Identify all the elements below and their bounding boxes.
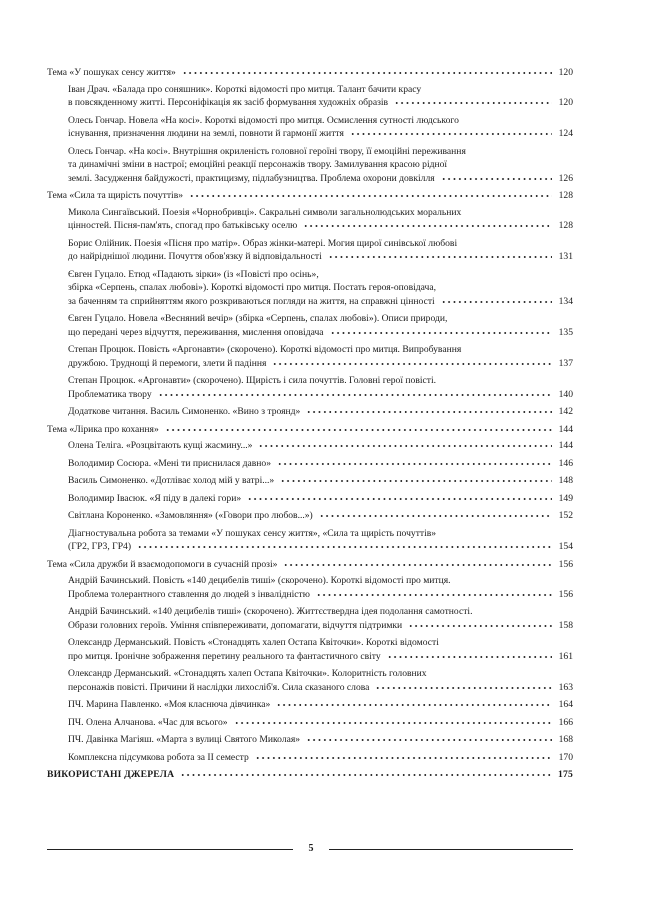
toc-entry-text: Володимир Івасюк. «Я піду в далекі гори»: [68, 492, 242, 504]
toc-leader-line: [65, 540, 573, 554]
toc-leader-line: [65, 388, 573, 402]
toc-entry-text: Євген Гуцало. Етюд «Падають зірки» (із «Повісті про осінь»,: [68, 268, 319, 280]
toc-entry-text: Степан Процюк. «Аргонавти» (скорочено). Щирість і сила почуттів. Головні герої повісті.: [68, 375, 437, 386]
toc-page-number: 137: [558, 357, 573, 369]
toc-entry-text: Олена Теліга. «Розцвітають кущі жасмину...»: [68, 440, 253, 451]
dot-leader: [316, 593, 552, 597]
dot-leader: [258, 444, 552, 448]
toc-leader-line: [65, 509, 573, 523]
toc-entry-text: Проблема толерантного ставлення до людей з інвалідністю: [68, 588, 310, 600]
toc-entry-text: Діагностувальна робота за темами «У пошуках сенсу життя», «Сила та щирість почуттів»: [68, 527, 437, 539]
toc-entry: [47, 312, 573, 339]
toc-entry: [47, 574, 573, 601]
dot-leader: [255, 756, 552, 760]
toc-page-number: 142: [558, 406, 573, 417]
toc-page-number: 175: [558, 769, 573, 780]
toc-entry-text: Олесь Гончар. «На косі». Внутрішня окриленість головної героїні твору, її емоційні переживання: [68, 145, 466, 157]
toc-entry-text: землі. Засудження байдужості, практицизму, підлабузництва. Проблема охорони довкілля: [68, 172, 435, 184]
toc-leader-line: [65, 588, 573, 602]
toc-entry-text: Олександр Дерманський. Повість «Стонадцять халеп Остапа Квіточки». Короткі відомості: [68, 637, 439, 648]
toc-entry: [47, 439, 573, 453]
toc-leader-line: [47, 189, 573, 203]
dot-leader: [441, 300, 552, 304]
toc-entry: [47, 474, 573, 488]
toc-entry: [47, 716, 573, 730]
toc-page-number: 168: [558, 734, 573, 745]
toc-entry-text: Тема «Лірика про кохання»: [47, 423, 159, 435]
toc-entry-text: дружбою. Труднощі й перемоги, злети й падіння: [68, 357, 267, 369]
dot-leader: [306, 738, 552, 742]
toc-entry: [47, 527, 573, 554]
toc-entry-text: Володимир Сосюра. «Мені ти приснилася давно»: [68, 457, 271, 469]
toc-leader-line: [47, 66, 573, 80]
dot-leader: [408, 624, 552, 628]
toc-page-number: 156: [558, 588, 573, 600]
dot-leader: [277, 462, 552, 466]
toc-entry-text: Проблематика твору: [68, 388, 152, 400]
toc-entry-text: існування, призначення людини на землі, повноти й гармонії життя: [68, 128, 344, 139]
toc-entry-text: до найріднішої людини. Почуття обов'язку й відповідальності: [68, 251, 322, 262]
dot-leader: [303, 224, 552, 228]
toc-entry: [47, 457, 573, 471]
toc-leader-line: [65, 357, 573, 371]
toc-page-number: 134: [558, 295, 573, 307]
toc-entry: [47, 492, 573, 506]
toc-entry-text: за баченням та сприйняттям якого розкриваються погляди на життя, на справжні цінності: [68, 295, 435, 307]
toc-leader-line: [65, 698, 573, 712]
toc-page-number: 124: [558, 128, 573, 139]
toc-entry-text: що передані через відчуття, переживання, мислення оповідача: [68, 326, 324, 338]
dot-leader: [189, 194, 552, 198]
toc-entry: [47, 237, 573, 264]
toc-topic: [47, 558, 573, 572]
toc-page-number: 120: [558, 67, 573, 78]
dot-leader: [330, 331, 552, 335]
toc-leader-line: [65, 681, 573, 695]
toc-entry-text: Тема «Сила дружби й взаємодопомоги в сучасній прозі»: [47, 558, 278, 570]
toc-entry-text: Андрій Бачинський. Повість «140 децибелів тиші» (скорочено). Короткі відомості про митця.: [68, 575, 451, 586]
toc-entry-text: Світлана Короненко. «Замовляння» («Говори про любов...»): [68, 510, 313, 521]
dot-leader: [387, 655, 552, 659]
dot-leader: [272, 362, 552, 366]
toc-entry: [47, 83, 573, 110]
toc-entry: [47, 509, 573, 523]
dot-leader: [137, 545, 552, 549]
footer-rule-left: [47, 849, 293, 850]
toc-page-number: 131: [558, 251, 573, 262]
toc-entry-text: Микола Сингаївський. Поезія «Чорнобривці». Сакральні символи загальнолюдських моральних: [68, 206, 462, 218]
toc-entry-text: Олександр Дерманський. «Стонадцять халеп Остапа Квіточки». Колоритність головних: [68, 668, 427, 679]
dot-leader: [375, 686, 552, 690]
toc-page-number: 154: [558, 541, 573, 552]
dot-leader: [283, 563, 552, 567]
toc-entry-text: цінностей. Пісня-пам'ять, спогад про батьківську оселю: [68, 220, 298, 231]
toc-leader-line: [65, 492, 573, 506]
toc-leader-line: [65, 295, 573, 309]
dot-leader: [276, 703, 552, 707]
dot-leader: [247, 497, 552, 501]
toc-leader-line: [65, 326, 573, 340]
toc-section: [47, 768, 573, 782]
toc-page-number: 170: [558, 751, 573, 763]
toc-leader-line: [65, 219, 573, 233]
toc-page-number: 161: [558, 650, 573, 662]
dot-leader: [280, 479, 552, 483]
toc-topic: [47, 66, 573, 80]
toc-entry-text: про митця. Іронічне зображення перетину реального та фантастичного світу: [68, 650, 381, 662]
toc-page-number: 166: [558, 716, 573, 728]
toc-page-number: 126: [558, 172, 573, 184]
toc-entry-text: (ГР2, ГР3, ГР4): [68, 541, 132, 552]
toc-leader-line: [47, 768, 573, 782]
dot-leader: [182, 71, 552, 75]
dot-leader: [319, 514, 552, 518]
toc-entry-text: збірка «Серпень, спалах любові»). Короткі відомості про митця. Постать героя-оповідача,: [68, 282, 437, 293]
toc-page-number: 144: [558, 440, 573, 451]
toc-page-number: 128: [558, 220, 573, 231]
toc-page-number: 128: [558, 190, 573, 201]
toc-entry-text: Образи головних героїв. Уміння співпереживати, допомагати, відчуття підтримки: [68, 619, 403, 631]
toc-entry: [47, 145, 573, 186]
toc-entry-text: Тема «У пошуках сенсу життя»: [47, 67, 176, 78]
toc-entry: [47, 636, 573, 663]
toc-leader-line: [65, 96, 573, 110]
toc-page-number: 156: [558, 558, 573, 570]
dot-leader: [180, 773, 552, 777]
toc-entry-text: Євген Гуцало. Новела «Весняний вечір» (збірка «Серпень, спалах любові»). Описи природи,: [68, 313, 448, 324]
toc-topic: [47, 423, 573, 437]
dot-leader: [328, 255, 552, 259]
page-number: 5: [308, 843, 314, 854]
toc-leader-line: [65, 405, 573, 419]
toc-entry: [47, 114, 573, 141]
toc-leader-line: [65, 650, 573, 664]
dot-leader: [158, 393, 552, 397]
toc-entry-text: ПЧ. Олена Алчанова. «Час для всього»: [68, 716, 228, 728]
toc-leader-line: [65, 751, 573, 765]
toc-entry-text: ПЧ. Давінка Магіяш. «Марта з вулиці Святого Миколая»: [68, 734, 301, 745]
toc-leader-line: [65, 733, 573, 747]
toc-entry: [47, 605, 573, 632]
toc-entry-text: ВИКОРИСТАНІ ДЖЕРЕЛА: [47, 769, 175, 780]
toc-page-number: 146: [558, 457, 573, 469]
toc-leader-line: [65, 127, 573, 141]
toc-leader-line: [65, 172, 573, 186]
toc-leader-line: [47, 423, 573, 437]
toc-entry: [47, 733, 573, 747]
toc-entry-text: Василь Симоненко. «Дотліває холод мій у ватрі...»: [68, 475, 275, 486]
dot-leader: [306, 410, 552, 414]
toc-entry: [47, 206, 573, 233]
footer-rule-right: [329, 849, 573, 850]
toc-entry: [47, 698, 573, 712]
toc-leader-line: [65, 716, 573, 730]
toc-leader-line: [65, 619, 573, 633]
toc-page-number: 135: [558, 326, 573, 338]
toc-leader-line: [65, 439, 573, 453]
toc-entry-text: Борис Олійник. Поезія «Пісня про матір». Образ жінки-матері. Могия щирої синівської любові: [68, 237, 458, 249]
toc-entry: [47, 374, 573, 401]
toc-entry-text: та динамічні зміни в настрої; емоційні реакції персонажів твору. Замилування красою рідної: [68, 159, 448, 170]
toc-entry-text: Олесь Гончар. Новела «На косі». Короткі відомості про митця. Осмислення сутності людського: [68, 114, 459, 126]
toc-entry-text: в повсякденному житті. Персоніфікація як засіб формування художніх образів: [68, 97, 389, 108]
toc-entry-text: Комплексна підсумкова робота за II семестр: [68, 751, 249, 763]
toc-page-number: 148: [558, 475, 573, 486]
toc-entry: [47, 343, 573, 370]
dot-leader: [165, 428, 552, 432]
toc-entry-text: персонажів повісті. Причини й наслідки лихосліб'я. Сила сказаного слова: [68, 681, 370, 693]
toc-page-number: 163: [558, 681, 573, 693]
toc-page-number: 140: [558, 388, 573, 400]
dot-leader: [441, 177, 552, 181]
dot-leader: [394, 101, 552, 105]
toc-page-number: 164: [558, 699, 573, 710]
toc-leader-line: [65, 457, 573, 471]
toc-entry-text: Додаткове читання. Василь Симоненко. «Вино з троянд»: [68, 406, 301, 417]
dot-leader: [234, 721, 552, 725]
toc-entry-text: ПЧ. Марина Павленко. «Моя класнюча дівчинка»: [68, 699, 271, 710]
toc-entry: [47, 268, 573, 309]
toc-page-number: 144: [558, 423, 573, 435]
toc-page-number: 120: [558, 97, 573, 108]
toc-page-number: 158: [558, 619, 573, 631]
dot-leader: [350, 132, 552, 136]
toc-entry-text: Тема «Сила та щирість почуттів»: [47, 190, 184, 201]
toc-page-number: 149: [558, 492, 573, 504]
toc-entry: [47, 405, 573, 419]
toc-topic: [47, 189, 573, 203]
toc-entry-text: Андрій Бачинський. «140 децибелів тиші» (скорочено). Життєствердна ідея подолання самотності.: [68, 606, 473, 617]
toc-page-number: 152: [558, 510, 573, 521]
toc-entry-text: Іван Драч. «Балада про соняшник». Короткі відомості про митця. Талант бачити красу: [68, 83, 422, 95]
toc-leader-line: [65, 474, 573, 488]
toc-entry: [47, 667, 573, 694]
toc-leader-line: [65, 250, 573, 264]
toc-leader-line: [47, 558, 573, 572]
table-of-contents: [47, 66, 573, 786]
toc-entry: [47, 751, 573, 765]
page-footer: [47, 842, 573, 856]
toc-entry-text: Степан Процюк. Повість «Аргонавти» (скорочено). Короткі відомості про митця. Випробування: [68, 344, 462, 355]
